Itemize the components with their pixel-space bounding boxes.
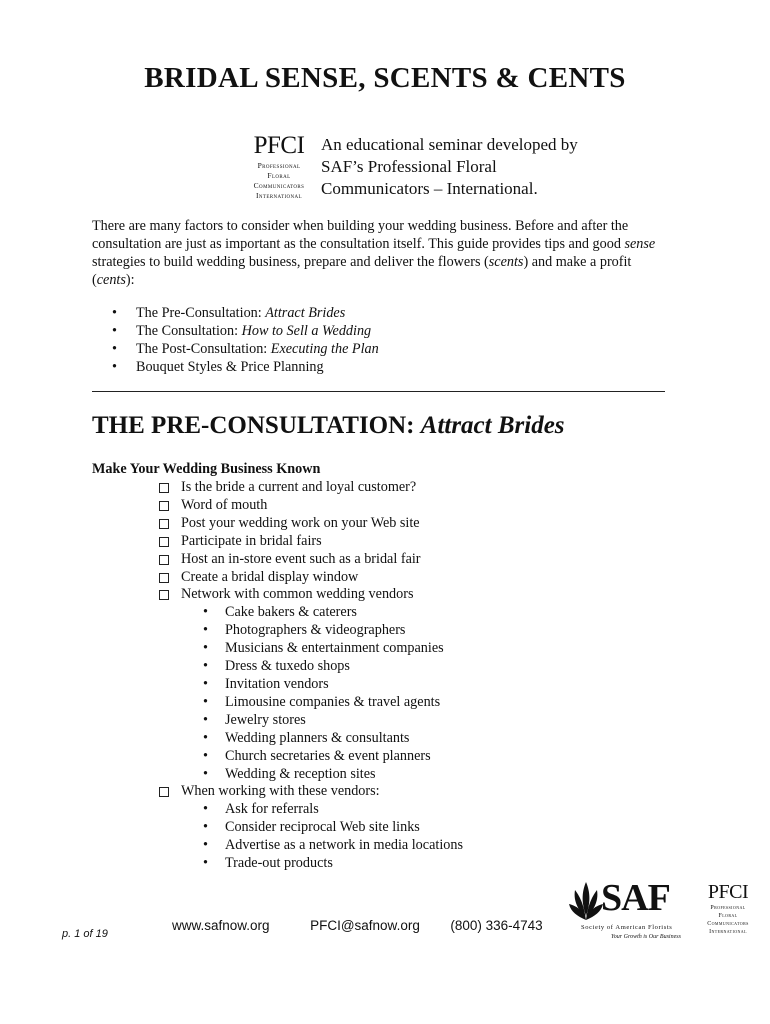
website-link[interactable]: www.safnow.org xyxy=(172,918,270,933)
list-item: • Trade-out products xyxy=(203,855,463,873)
contents-item xyxy=(112,304,379,322)
pfci-logo-text xyxy=(240,161,318,201)
section-title xyxy=(92,412,565,440)
paragraph-text: strategies to build wedding business, prepare and deliver the flowers ( xyxy=(92,254,489,270)
contents-item-text: The Pre-Consultation: xyxy=(136,305,266,321)
contents-item-italic: How to Sell a Wedding xyxy=(241,323,372,339)
list-item: • Limousine companies & travel agents xyxy=(203,694,463,712)
list-item: • Church secretaries & event planners xyxy=(203,748,463,766)
divider xyxy=(92,391,665,392)
list-item: • Ask for referrals xyxy=(203,801,463,819)
subheading: Make Your Wedding Business Known xyxy=(92,461,321,477)
document-title: BRIDAL SENSE, SCENTS & CENTS xyxy=(144,62,626,94)
pfci-logo-line: International xyxy=(255,191,303,200)
pfci-logo xyxy=(240,133,318,201)
intro-line: Communicators – International. xyxy=(321,179,538,198)
phone-number: (800) 336-4743 xyxy=(450,918,543,933)
list-item: • Photographers & videographers xyxy=(203,622,463,640)
flower-icon xyxy=(569,880,603,922)
checklist-item-text: Word of mouth xyxy=(181,496,268,513)
paragraph-text: There are many factors to consider when building your wedding business. Before and after the consultation are just as important as the consultation itself. This guide provides tips and good xyxy=(92,218,629,252)
checklist-item xyxy=(158,479,463,497)
paragraph-emphasis: sense xyxy=(624,236,656,252)
checklist-item xyxy=(158,515,463,533)
pfci-logo-line: International xyxy=(709,929,747,935)
contents-item-italic: Attract Brides xyxy=(265,305,346,321)
saf-logo-word: SAF xyxy=(601,877,670,919)
list-item: • Musicians & entertainment companies xyxy=(203,640,463,658)
email-link[interactable]: PFCI@safnow.org xyxy=(310,918,420,933)
pfci-logo-line: Floral xyxy=(718,913,738,919)
intro-paragraph xyxy=(92,217,677,289)
checklist xyxy=(158,479,463,873)
paragraph-text: ): xyxy=(125,272,135,288)
contents-item xyxy=(112,358,379,376)
paragraph-emphasis: scents xyxy=(488,254,524,270)
saf-logo-line: Society of American Florists xyxy=(581,924,673,931)
vendor-list xyxy=(181,604,463,783)
contents-item xyxy=(112,322,379,340)
checklist-item-text: When working with these vendors: xyxy=(181,783,380,800)
pfci-footer-logo-mark: PFCI xyxy=(707,881,749,903)
checklist-item-text: Host an in-store event such as a bridal fair xyxy=(181,550,421,567)
list-item: • Wedding planners & consultants xyxy=(203,730,463,748)
pfci-logo-line: Communicators xyxy=(253,181,305,190)
paragraph-text: ) and make a profit ( xyxy=(92,254,632,288)
checklist-item-text: Post your wedding work on your Web site xyxy=(181,514,420,531)
paragraph-emphasis: cents xyxy=(96,272,126,288)
list-item: • Cake bakers & caterers xyxy=(203,604,463,622)
checklist-item xyxy=(158,569,463,587)
checklist-item xyxy=(158,586,463,783)
footer-contact xyxy=(172,918,543,933)
page-number: p. 1 of 19 xyxy=(62,928,108,940)
saf-logo-tagline: Your Growth is Our Business xyxy=(611,934,681,940)
intro-line: SAF’s Professional Floral xyxy=(321,157,497,176)
intro-line: An educational seminar developed by xyxy=(321,135,578,154)
vendor-tips-list xyxy=(181,801,463,873)
list-item: • Dress & tuxedo shops xyxy=(203,658,463,676)
list-item: • Wedding & reception sites xyxy=(203,766,463,784)
pfci-logo-line: Floral xyxy=(267,171,291,180)
list-item: • Invitation vendors xyxy=(203,676,463,694)
contents-item xyxy=(112,340,379,358)
pfci-footer-logo-text xyxy=(697,904,759,936)
section-title-text: THE PRE-CONSULTATION: xyxy=(92,412,421,439)
checklist-item xyxy=(158,497,463,515)
list-item: • Advertise as a network in media locations xyxy=(203,837,463,855)
pfci-logo-line: Professional xyxy=(710,905,746,911)
checklist-item xyxy=(158,551,463,569)
contents-list xyxy=(112,304,379,376)
contents-item-text: The Post-Consultation: xyxy=(136,341,271,357)
checklist-item xyxy=(158,533,463,551)
pfci-logo-mark: PFCI xyxy=(253,132,305,159)
saf-logo xyxy=(569,877,689,944)
checklist-item xyxy=(158,783,463,873)
checklist-item-text: Participate in bridal fairs xyxy=(181,532,322,549)
pfci-footer-logo xyxy=(697,882,759,936)
pfci-logo-line: Communicators xyxy=(707,921,749,927)
contents-item-text: The Consultation: xyxy=(136,323,242,339)
section-title-italic: Attract Brides xyxy=(420,412,565,439)
contents-item-italic: Executing the Plan xyxy=(270,341,379,357)
list-item: • Jewelry stores xyxy=(203,712,463,730)
checklist-item-text: Network with common wedding vendors xyxy=(181,586,414,603)
contents-item-text: Bouquet Styles & Price Planning xyxy=(136,359,324,375)
pfci-logo-line: Professional xyxy=(257,161,301,170)
checklist-item-text: Create a bridal display window xyxy=(181,568,359,585)
checklist-item-text: Is the bride a current and loyal customer? xyxy=(181,479,417,495)
intro-text xyxy=(321,134,578,200)
list-item: • Consider reciprocal Web site links xyxy=(203,819,463,837)
